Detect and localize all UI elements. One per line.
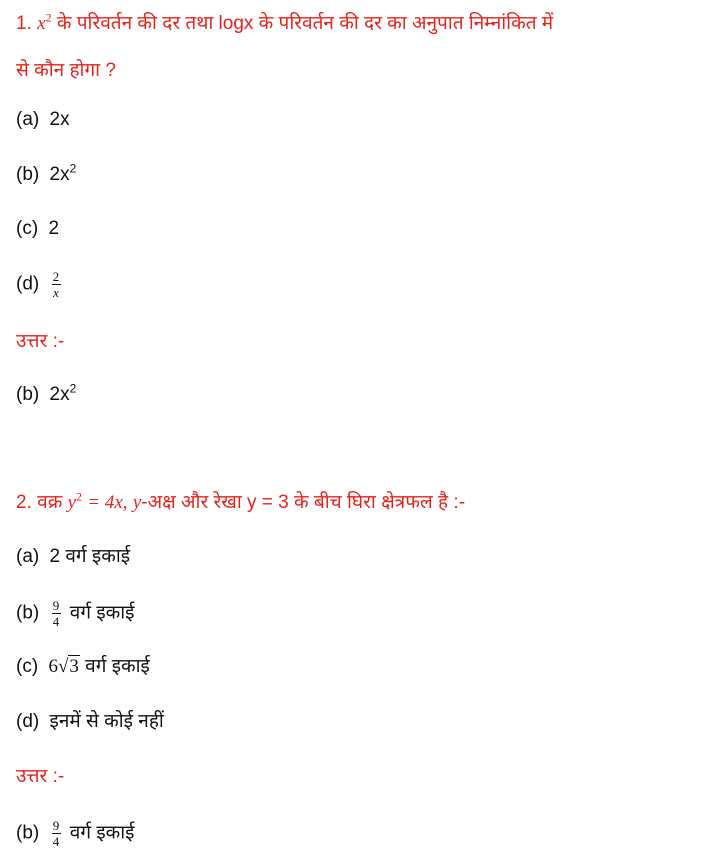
- square-root-expression: 6√3: [48, 656, 79, 677]
- option-value: 2x: [49, 164, 70, 185]
- option-unit: वर्ग इकाई: [69, 602, 135, 624]
- option-label: (d): [16, 273, 40, 295]
- q1-question-text-cont: से कौन होगा ?: [16, 60, 116, 81]
- q2-answer-label: [16, 765, 64, 789]
- q2-eq-rhs: = 4x,: [87, 492, 128, 513]
- q2-eq-var: y: [67, 492, 77, 513]
- q1-question-text: के परिवर्तन की दर तथा logx के परिवर्तन की दर का अनुपात निम्नांकित में: [56, 13, 554, 34]
- fraction-numerator: 9: [52, 598, 60, 613]
- coefficient: 6: [48, 656, 58, 677]
- q2-option-c: [16, 655, 150, 679]
- option-label: (a): [16, 546, 40, 567]
- q1-option-d: [16, 270, 65, 299]
- option-label: (d): [16, 711, 40, 732]
- q2-eq-exp: 2: [76, 489, 83, 504]
- option-label: (b): [16, 602, 40, 624]
- q2-answer: [16, 819, 135, 848]
- q2-option-d: [16, 710, 164, 734]
- fraction: [52, 270, 61, 299]
- answer-value: 2x: [49, 384, 70, 405]
- option-exponent: 2: [69, 161, 77, 176]
- answer-option-label: (b): [16, 822, 40, 844]
- answer-label: उत्तर :-: [16, 331, 65, 352]
- q2-axis-var: y: [132, 492, 142, 513]
- answer-option-label: (b): [16, 384, 40, 405]
- option-unit: वर्ग इकाई: [85, 656, 150, 677]
- q2-text-b: -अक्ष और रेखा y = 3 के बीच घिरा क्षेत्रफल है :-: [141, 492, 466, 513]
- q1-option-c: [16, 217, 59, 241]
- q2-text-a: वक्र: [37, 492, 63, 513]
- fraction-numerator: 2: [52, 269, 60, 284]
- option-value: 2x: [49, 109, 70, 130]
- fraction: [52, 599, 61, 628]
- radicand: 3: [69, 656, 79, 677]
- option-label: (c): [16, 656, 39, 677]
- option-label: (a): [16, 109, 40, 130]
- q2-option-a: [16, 545, 130, 569]
- answer-exponent: 2: [69, 381, 77, 396]
- q1-variable: x: [37, 13, 46, 34]
- q2-option-b: [16, 599, 135, 628]
- q1-question-line-1: [16, 12, 553, 36]
- q1-option-b: [16, 163, 76, 187]
- option-value: 2: [48, 218, 60, 239]
- option-label: (c): [16, 218, 39, 239]
- q1-number: 1.: [16, 13, 32, 34]
- q1-exponent: 2: [45, 10, 52, 25]
- q2-question-line: [16, 491, 465, 515]
- fraction-denominator: 4: [52, 614, 60, 629]
- fraction-numerator: 9: [52, 818, 60, 833]
- q1-question-line-2: [16, 59, 116, 83]
- option-value: 2 वर्ग इकाई: [49, 546, 131, 567]
- q1-answer-label: [16, 330, 64, 354]
- q1-option-a: [16, 108, 70, 132]
- option-value: इनमें से कोई नहीं: [49, 711, 164, 732]
- option-label: (b): [16, 164, 40, 185]
- fraction: [52, 819, 61, 848]
- q1-answer: [16, 383, 76, 407]
- answer-label: उत्तर :-: [16, 766, 65, 787]
- fraction-denominator: x: [53, 285, 59, 300]
- answer-unit: वर्ग इकाई: [69, 822, 135, 844]
- fraction-denominator: 4: [52, 834, 60, 849]
- q2-number: 2.: [16, 492, 32, 513]
